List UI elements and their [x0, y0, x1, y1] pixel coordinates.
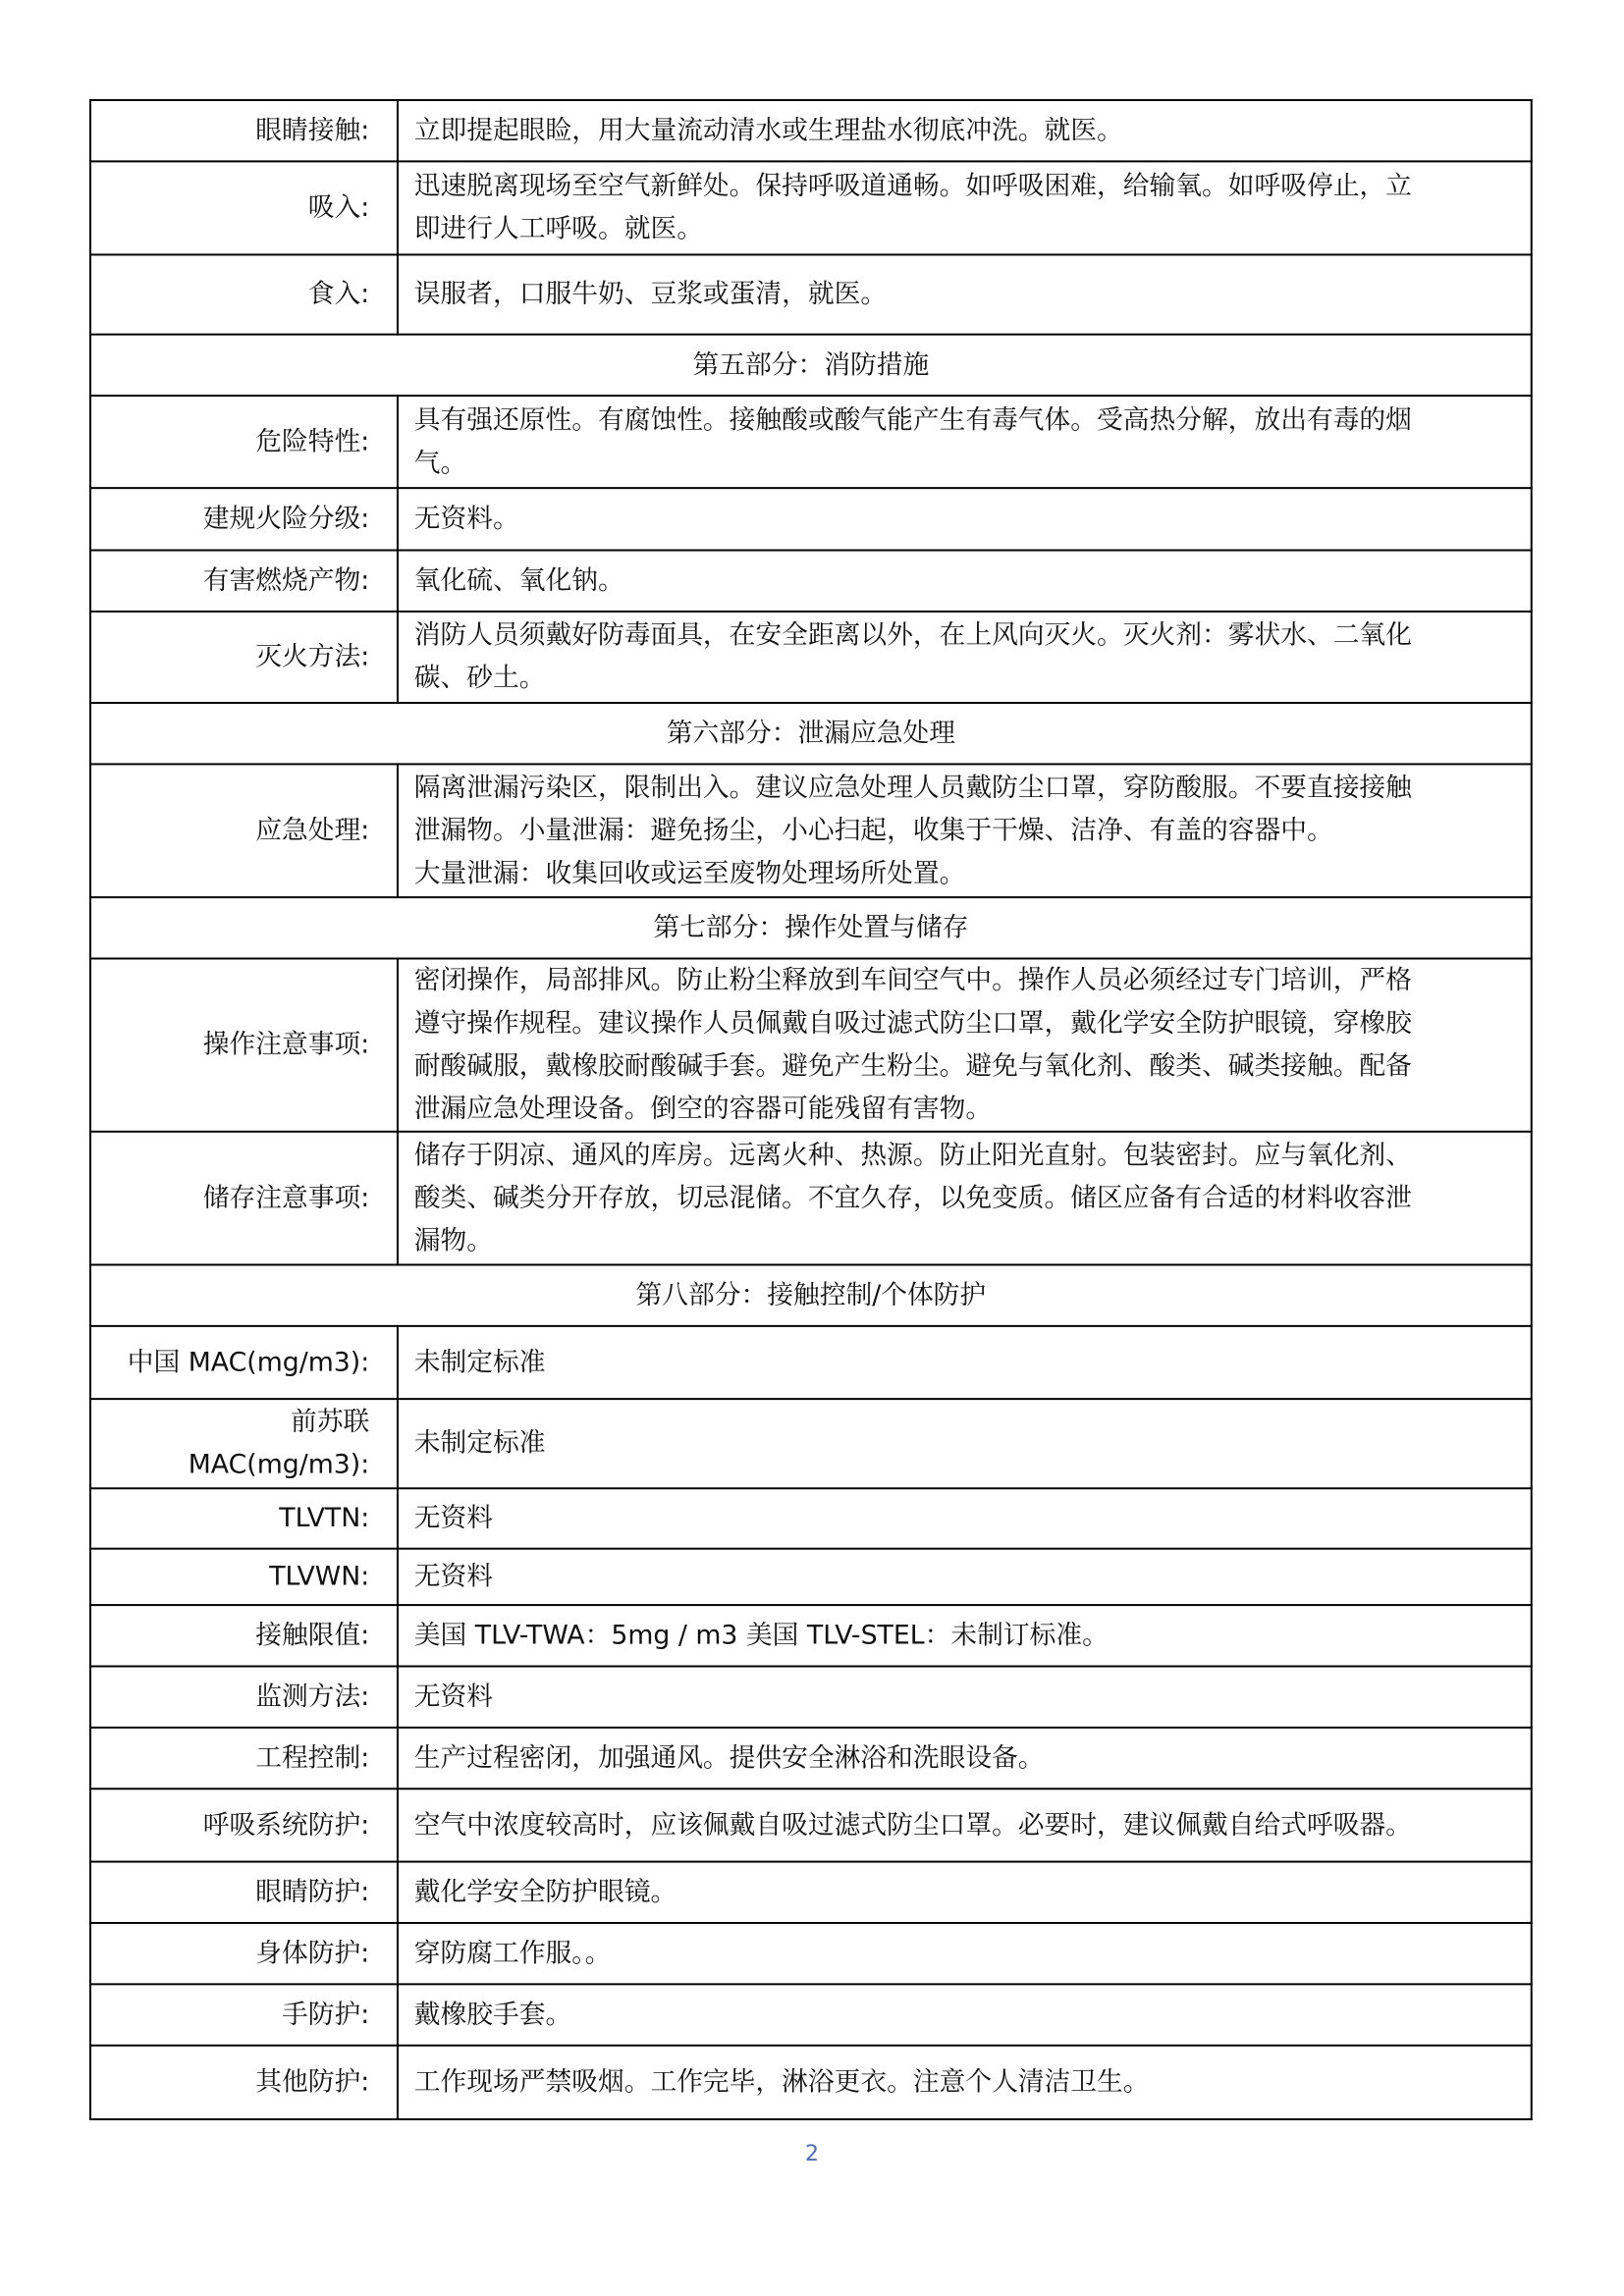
field-label: 接触限值: — [90, 1605, 398, 1666]
table-row — [90, 1605, 1532, 1666]
section-header-row — [90, 897, 1532, 958]
table-row — [90, 1132, 1532, 1265]
field-value: 隔离泄漏污染区，限制出入。建议应急处理人员戴防尘口罩，穿防酸服。不要直接接触 泄漏物。小量泄漏：避免扬尘，小心扫起，收集于干燥、洁净、有盖的容器中。 大量泄漏：收集回收或运至废物处理场所处置。 — [398, 764, 1532, 897]
section-header-row — [90, 335, 1532, 396]
field-label: 食入: — [90, 254, 398, 334]
field-value: 未制定标准 — [398, 1399, 1532, 1488]
field-label: 其他防护: — [90, 2046, 398, 2119]
field-value: 戴橡胶手套。 — [398, 1984, 1532, 2045]
table-row — [90, 1728, 1532, 1789]
field-label: 前苏联 MAC(mg/m3): — [90, 1399, 398, 1488]
field-label: 呼吸系统防护: — [90, 1789, 398, 1861]
section-title: 第六部分：泄漏应急处理 — [90, 703, 1532, 764]
table-row — [90, 1326, 1532, 1399]
section-title: 第七部分：操作处置与储存 — [90, 897, 1532, 958]
table-row — [90, 1549, 1532, 1605]
table-row — [90, 612, 1532, 703]
field-label: 工程控制: — [90, 1728, 398, 1789]
field-label: 操作注意事项: — [90, 958, 398, 1131]
table-row — [90, 764, 1532, 897]
field-label: 储存注意事项: — [90, 1132, 398, 1265]
table-row — [90, 396, 1532, 488]
field-value: 误服者，口服牛奶、豆浆或蛋清，就医。 — [398, 254, 1532, 334]
section-header-row — [90, 1264, 1532, 1325]
table-row — [90, 100, 1532, 161]
field-label: 眼睛接触: — [90, 100, 398, 161]
table-row — [90, 1399, 1532, 1488]
field-label: 有害燃烧产物: — [90, 551, 398, 612]
field-value: 具有强还原性。有腐蚀性。接触酸或酸气能产生有毒气体。受高热分解，放出有毒的烟 气。 — [398, 396, 1532, 488]
field-label: 应急处理: — [90, 764, 398, 897]
field-value: 无资料 — [398, 1488, 1532, 1548]
section-title: 第八部分：接触控制/个体防护 — [90, 1264, 1532, 1325]
field-label: 手防护: — [90, 1984, 398, 2045]
table-row — [90, 1984, 1532, 2045]
field-value: 消防人员须戴好防毒面具，在安全距离以外，在上风向灭火。灭火剂：雾状水、二氧化 碳、砂土。 — [398, 612, 1532, 703]
section-title: 第五部分：消防措施 — [90, 335, 1532, 396]
table-row — [90, 551, 1532, 612]
sds-table — [89, 99, 1533, 2120]
field-value: 无资料 — [398, 1549, 1532, 1605]
field-label: TLVWN: — [90, 1549, 398, 1605]
field-value: 无资料 — [398, 1666, 1532, 1727]
field-value: 未制定标准 — [398, 1326, 1532, 1399]
table-row — [90, 1488, 1532, 1548]
field-label: 危险特性: — [90, 396, 398, 488]
field-label: 灭火方法: — [90, 612, 398, 703]
table-row — [90, 1666, 1532, 1727]
table-row — [90, 958, 1532, 1131]
field-label: 身体防护: — [90, 1923, 398, 1984]
field-value: 工作现场严禁吸烟。工作完毕，淋浴更衣。注意个人清洁卫生。 — [398, 2046, 1532, 2119]
field-value: 穿防腐工作服。。 — [398, 1923, 1532, 1984]
table-row — [90, 488, 1532, 550]
field-value: 立即提起眼睑，用大量流动清水或生理盐水彻底冲洗。就医。 — [398, 100, 1532, 161]
table-row — [90, 1862, 1532, 1923]
field-label: 吸入: — [90, 161, 398, 254]
field-label: 建规火险分级: — [90, 488, 398, 550]
field-value: 戴化学安全防护眼镜。 — [398, 1862, 1532, 1923]
field-value: 迅速脱离现场至空气新鲜处。保持呼吸道通畅。如呼吸困难，给输氧。如呼吸停止，立 即进行人工呼吸。就医。 — [398, 161, 1532, 254]
field-label: 监测方法: — [90, 1666, 398, 1727]
field-label: TLVTN: — [90, 1488, 398, 1548]
field-value: 储存于阴凉、通风的库房。远离火种、热源。防止阳光直射。包装密封。应与氧化剂、 酸类、碱类分开存放，切忌混储。不宜久存，以免变质。储区应备有合适的材料收容泄 漏物。 — [398, 1132, 1532, 1265]
field-label: 眼睛防护: — [90, 1862, 398, 1923]
table-row — [90, 161, 1532, 254]
table-row — [90, 254, 1532, 334]
field-value: 无资料。 — [398, 488, 1532, 550]
table-row — [90, 1923, 1532, 1984]
field-value: 生产过程密闭，加强通风。提供安全淋浴和洗眼设备。 — [398, 1728, 1532, 1789]
field-value: 美国 TLV-TWA：5mg / m3 美国 TLV-STEL：未制订标准。 — [398, 1605, 1532, 1666]
section-header-row — [90, 703, 1532, 764]
table-row — [90, 1789, 1532, 1861]
table-row — [90, 2046, 1532, 2119]
field-label: 中国 MAC(mg/m3): — [90, 1326, 398, 1399]
field-value: 密闭操作，局部排风。防止粉尘释放到车间空气中。操作人员必须经过专门培训，严格 遵守操作规程。建议操作人员佩戴自吸过滤式防尘口罩，戴化学安全防护眼镜，穿橡胶 耐酸碱服，戴橡胶耐酸碱手套。避免产生粉尘。避免与氧化剂、酸类、碱类接触。配备 泄漏应急处理设备。倒空的容器可能残留有害物。 — [398, 958, 1532, 1131]
page-number: 2 — [805, 2142, 819, 2166]
field-value: 氧化硫、氧化钠。 — [398, 551, 1532, 612]
field-value: 空气中浓度较高时，应该佩戴自吸过滤式防尘口罩。必要时，建议佩戴自给式呼吸器。 — [398, 1789, 1532, 1861]
